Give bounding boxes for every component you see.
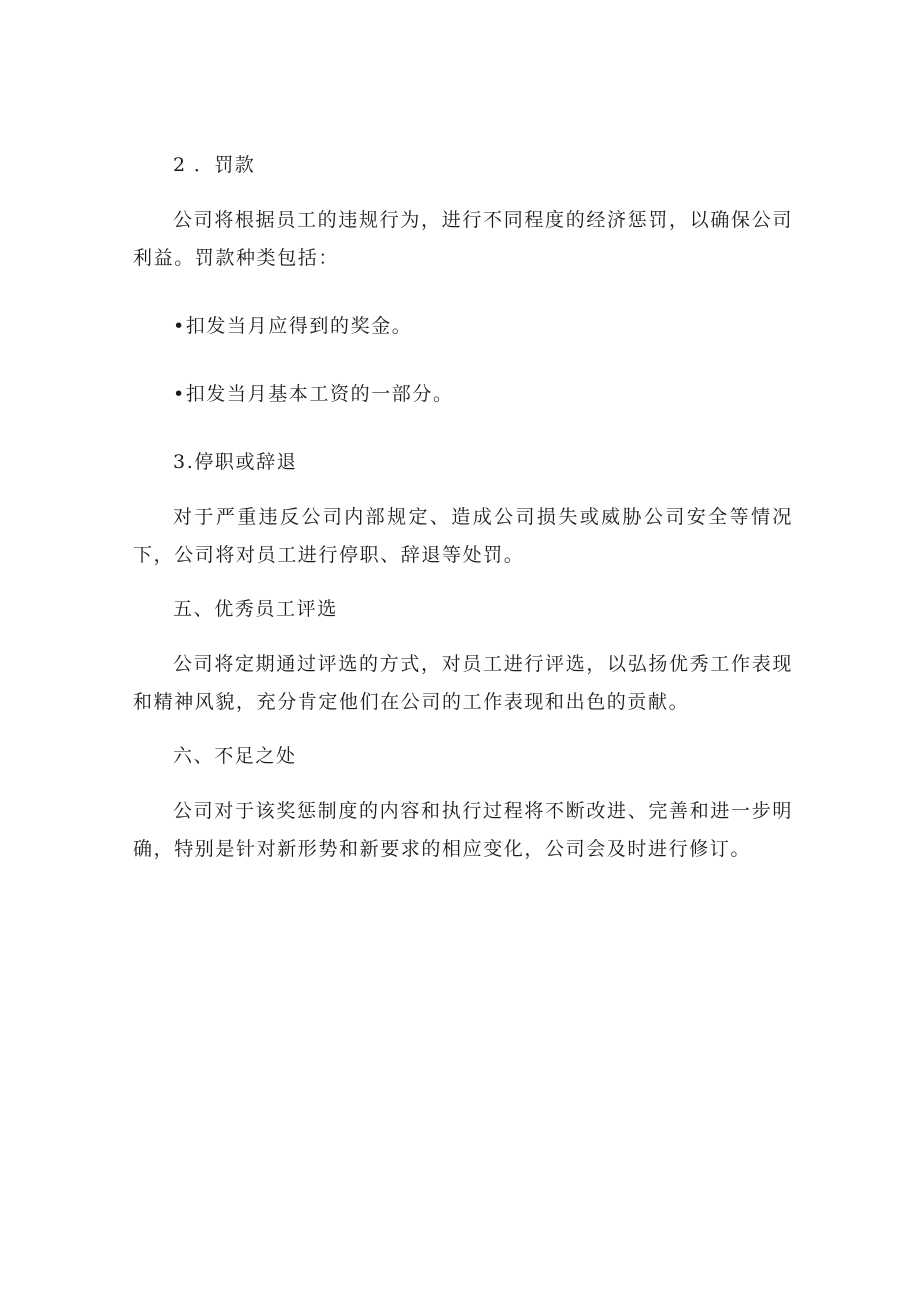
paragraph-shortcomings: 公司对于该奖惩制度的内容和执行过程将不断改进、完善和进一步明确，特别是针对新形势和新要求的相应变化，公司会及时进行修订。 (133, 800, 793, 860)
section-heading-excellent-employee: 五、优秀员工评选 (173, 598, 338, 620)
list-item-salary-deduction: •扣发当月基本工资的一部分。 (173, 383, 454, 405)
paragraph-suspension: 对于严重违反公司内部规定、造成公司损失或威胁公司安全等情况下，公司将对员工进行停职、辞退等处罚。 (133, 506, 793, 566)
list-item-bonus-deduction: •扣发当月应得到的奖金。 (173, 315, 413, 337)
paragraph-penalty-intro: 公司将根据员工的违规行为，进行不同程度的经济惩罚，以确保公司利益。罚款种类包括： (133, 209, 793, 269)
document-body (133, 146, 793, 868)
section-heading-suspension: 3.停职或辞退 (173, 451, 298, 473)
section-heading-shortcomings: 六、不足之处 (173, 745, 297, 767)
section-heading-penalty: 2 ．罚款 (173, 154, 256, 176)
paragraph-excellent-employee: 公司将定期通过评选的方式，对员工进行评选，以弘扬优秀工作表现和精神风貌，充分肯定他们在公司的工作表现和出色的贡献。 (133, 653, 793, 713)
